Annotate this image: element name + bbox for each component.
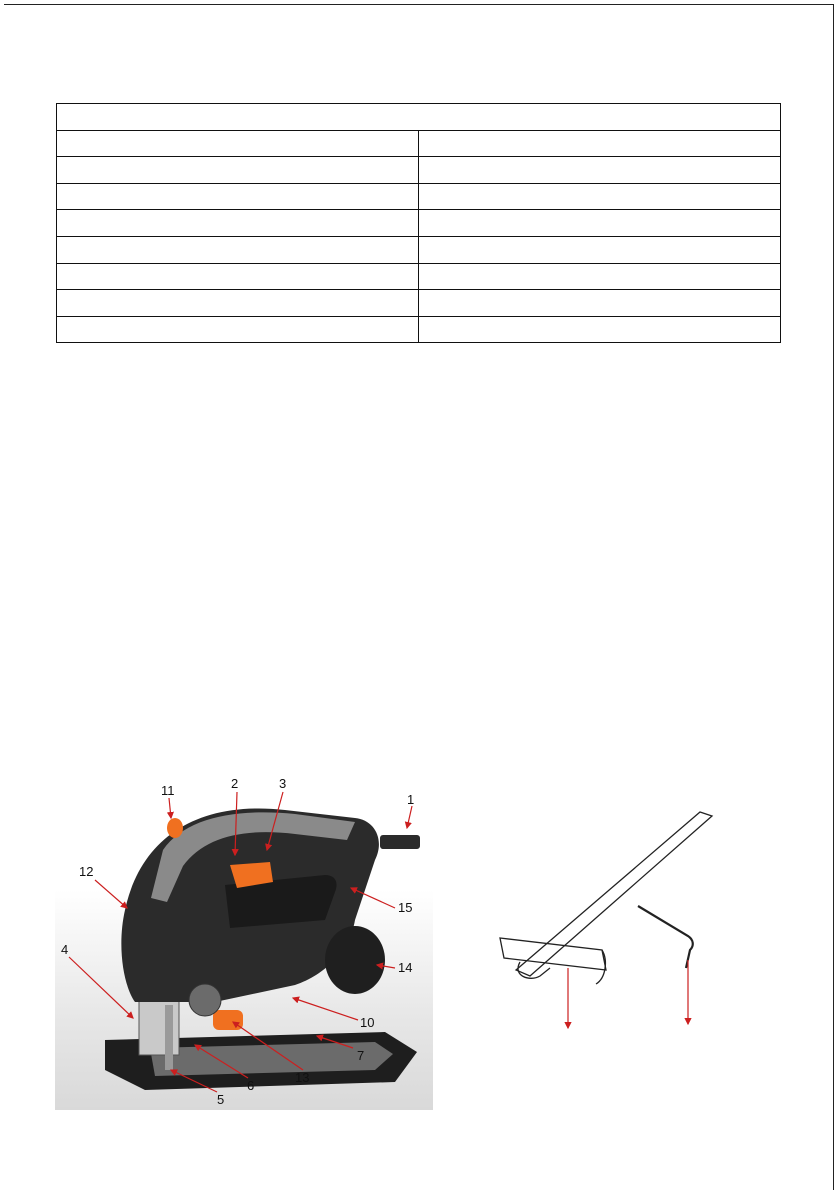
callout-label: 15 <box>398 900 413 915</box>
table-row <box>57 263 781 290</box>
orbital-dial <box>189 984 221 1016</box>
table-cell <box>57 130 419 157</box>
accessories-illustration <box>490 800 730 1040</box>
callout-label: 10 <box>360 1015 375 1030</box>
table-row <box>57 290 781 317</box>
callout-label: 2 <box>231 776 239 791</box>
spec-table <box>56 103 781 343</box>
callout-arrow <box>169 798 171 818</box>
table-cell <box>419 210 781 237</box>
table-cell <box>419 236 781 263</box>
speed-dial <box>167 818 183 838</box>
table-row <box>57 183 781 210</box>
dust-port <box>325 926 385 994</box>
table-row <box>57 316 781 343</box>
guide-rod <box>516 812 712 976</box>
cord-guard <box>380 835 420 849</box>
callout-label: 4 <box>61 942 69 957</box>
guide-foot <box>596 950 605 984</box>
table-header-row <box>57 104 781 131</box>
callout-label: 11 <box>161 783 175 798</box>
table-cell <box>57 290 419 317</box>
callout-label: 5 <box>217 1092 225 1107</box>
table-row <box>57 157 781 184</box>
table-cell <box>57 210 419 237</box>
callout-label: 14 <box>398 960 413 975</box>
callout-label: 13 <box>295 1070 310 1085</box>
table-cell <box>419 316 781 343</box>
guide-fence <box>500 938 606 970</box>
callout-arrow <box>407 806 412 828</box>
table-cell <box>419 183 781 210</box>
table-cell <box>57 183 419 210</box>
table-cell <box>57 263 419 290</box>
table-cell <box>57 316 419 343</box>
table-cell <box>419 263 781 290</box>
table-row <box>57 130 781 157</box>
table-cell <box>419 130 781 157</box>
hex-key <box>638 906 693 968</box>
table-header-cell <box>57 104 781 131</box>
jigsaw-illustration <box>55 770 433 1110</box>
table-cell <box>57 157 419 184</box>
callout-label: 7 <box>357 1048 365 1063</box>
callout-label: 6 <box>247 1078 255 1093</box>
callout-label: 1 <box>407 792 415 807</box>
table-row <box>57 210 781 237</box>
table-cell <box>419 290 781 317</box>
callout-label: 12 <box>79 864 94 879</box>
table-row <box>57 236 781 263</box>
lever <box>213 1010 243 1030</box>
callout-label: 3 <box>279 776 287 791</box>
table-cell <box>57 236 419 263</box>
table-cell <box>419 157 781 184</box>
saw-blade <box>165 1005 173 1070</box>
